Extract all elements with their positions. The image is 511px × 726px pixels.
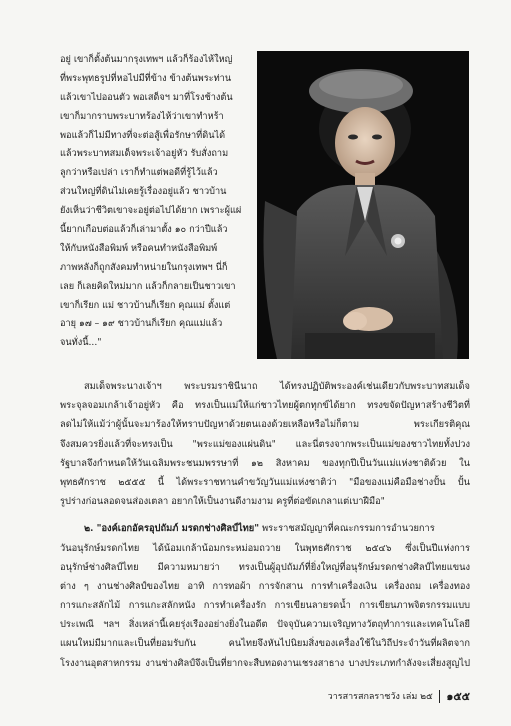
section-heading: ๒. "องค์เอกอัครอุปถัมภ์ มรดกช่างศิลป์ไทย" xyxy=(84,523,260,535)
quote-line: แล้วเขาไปออนตัว พอเสด็จฯ มาที่โรงช้างต้น xyxy=(60,91,233,103)
footer-divider xyxy=(439,690,441,703)
paragraph-line: โรงงานอุตสาหกรรม งานช่างศิลป์จึงเป็นที่ยากจะสืบทอดงานเชรงสาธาง บางประเภทกำลังจะเสี่ยงสูญไป xyxy=(60,657,470,669)
paragraph-line: อนุรักษ์ช่างศิลป์ไทย มีความหมายว่า ทรงเป็นผู้อุปถัมภ์ที่ยิ่งใหญ่ที่อนุรักษ์มรดกช่างศิลป์ไทยแขนง xyxy=(60,561,470,573)
paragraph-line: พุทธศักราช ๒๕๕๕ นี้ ได้พระราชทานคำขวัญวันแม่แห่งชาติว่า "มือของแม่คือมือช่างปั้น ปั้น xyxy=(60,476,470,488)
paragraph-heritage-patron xyxy=(60,519,470,673)
paragraph-line: ประเพณี ฯลฯ สิ่งเหล่านี้เคยรุ่งเรืองอย่างยิ่งในอดีต ปัจจุบันความเจริญทางวัตถุทำการและเทคโนโลยี xyxy=(60,619,470,631)
paragraph-line: การแกะสลักไม้ การแกะสลักหนัง การทำเครื่องรัก การเขียนลายรดน้ำ การเขียนภาพจิตรกรรมแบบ xyxy=(60,600,470,612)
quote-line: ให้กับหนังสือพิมพ์ หรือคนทำหนังสือพิมพ์ xyxy=(60,242,218,254)
journal-title: วารสารสกลราชวัง เล่ม ๒๕ xyxy=(327,692,433,702)
quote-line: ส่วนใหญ่ที่ดินไม่เคยรู้เรื่องอยู่แล้ว ชาวบ้าน xyxy=(60,186,227,198)
paragraph-line: จึงสมควรยิ่งแล้วที่จะทรงเป็น "พระแม่ของแผ่นดิน" และนี่ตรงจากพระเป็นแม่ของชาวไทยทั้งปวง xyxy=(60,438,470,450)
quote-line: ลูกว่าหรือเปล่า เราก็ทำแต่พอดีที่รู้ไว้แล้ว xyxy=(60,167,218,179)
quoted-passage xyxy=(60,51,252,371)
paragraph-line: ต่าง ๆ งานช่างศิลป์ของไทย อาทิ การทอผ้า การจักสาน การทำเครื่องเงิน เครื่องถม เครื่องทอง xyxy=(60,580,470,592)
page-number: ๑๕๕ xyxy=(446,690,470,703)
quote-line: อายุ ๑๗ – ๑๙ ชาวบ้านก็เรียก คุณแม่แล้ว xyxy=(60,318,223,330)
quote-line: นี้ยากเกือบต่อแล้วก็เล่ามาตั้ง ๑๐ กว่าปีแล้ว xyxy=(60,224,228,236)
paragraph-line-continuation: พระราชสมัญญาที่คณะกรรมการอำนวยการ xyxy=(259,523,435,535)
paragraph-line: แผนใหม่มีมากและเป็นที่ยอมรับกัน คนไทยจึงหันไปนิยมสิ่งของเครื่องใช้ในวิถีประจำวันที่ผลิตจาก xyxy=(60,638,470,650)
quote-line: ยังเห็นว่าชีวิตเขาจะอยู่ต่อไปได้ยาก เพราะผู้แผ่ xyxy=(60,205,242,217)
body-text xyxy=(60,377,470,673)
paragraph-line: ลดไม่ให้แม้ว่าผู้นั้นจะมาร้องให้ทราบปัญหาด้วยตนเองด้วยเหลือหรือไม่ก็ตาม พระเกียรติคุณ xyxy=(60,419,470,431)
paragraph-line: รัฐบาลจึงกำหนดให้วันเฉลิมพระชนมพรรษาที่ ๑๒ สิงหาคม ของทุกปีเป็นวันแม่แห่งชาติด้วย ใน xyxy=(60,457,470,469)
quote-line: เลย ก็เลยคิดใหม่มาก แล้วก็กลายเป็นชาวเขา xyxy=(60,280,236,292)
paragraph-line xyxy=(60,519,470,538)
quote-line: ภาพหลังก็ถูกสังคมทำหน่ายในกรุงเทพฯ นี่ก็ xyxy=(60,261,228,273)
quote-line: เขาก็เรียก แม่ ชาวบ้านก็เรียก คุณแม่ ตั้งแต่ xyxy=(60,299,231,311)
portrait-photo xyxy=(257,51,469,359)
quote-line: จนทั่งนี้..." xyxy=(60,337,102,349)
quote-line: อยู่ เขาก็ตั้งต้นมากรุงเทพฯ แล้วก็ร้องไห้ใหญ่ xyxy=(60,54,233,65)
quote-line: แล้วพระบาทสมเด็จพระเจ้าอยู่หัว รับสั่งถาม xyxy=(60,148,229,160)
quote-line: เขาก็มากราบพระบาทร้องไห้ว่าเขาทำหร้า xyxy=(60,110,224,122)
paragraph-line: รูปร่างก่อนลอดจนส่องเตลา อยากให้เป็นงานดีงามงาม ครูที่ต่อขัดเกลาแต่เบาฝีมือ" xyxy=(60,496,385,508)
paragraph-queen-mother-of-the-land xyxy=(60,377,470,511)
paragraph-line: วันอนุรักษ์มรดกไทย ได้น้อมเกล้าน้อมกระหม่อมถวาย ในพุทธศักราช ๒๕๔๖ ซึ่งเป็นปีแห่งการ xyxy=(60,542,470,554)
paragraph-line: พระจุลจอมเกล้าเจ้าอยู่หัว คือ ทรงเป็นแม่ให้แก่ชาวไทยผู้ตกทุกข์ได้ยาก ทรงขจัดปัญหาสร้างชีวิตที่ xyxy=(60,400,470,412)
paragraph-gap xyxy=(60,511,470,519)
paragraph-line: สมเด็จพระนางเจ้าฯ พระบรมราชินีนาถ ได้ทรงปฏิบัติพระองค์เช่นเดียวกับพระบาทสมเด็จ xyxy=(84,381,470,392)
quote-line: พอแล้วก็ไม่มีทางที่จะต่อสู้เพื่อรักษาที่ดินได้ xyxy=(60,129,226,141)
page-footer xyxy=(300,689,470,703)
portrait-illustration xyxy=(257,51,469,359)
quote-line: ที่พระพุทธรูปที่หอไปมีที่ข้าง ข้างต้นพระท่าน xyxy=(60,72,232,84)
